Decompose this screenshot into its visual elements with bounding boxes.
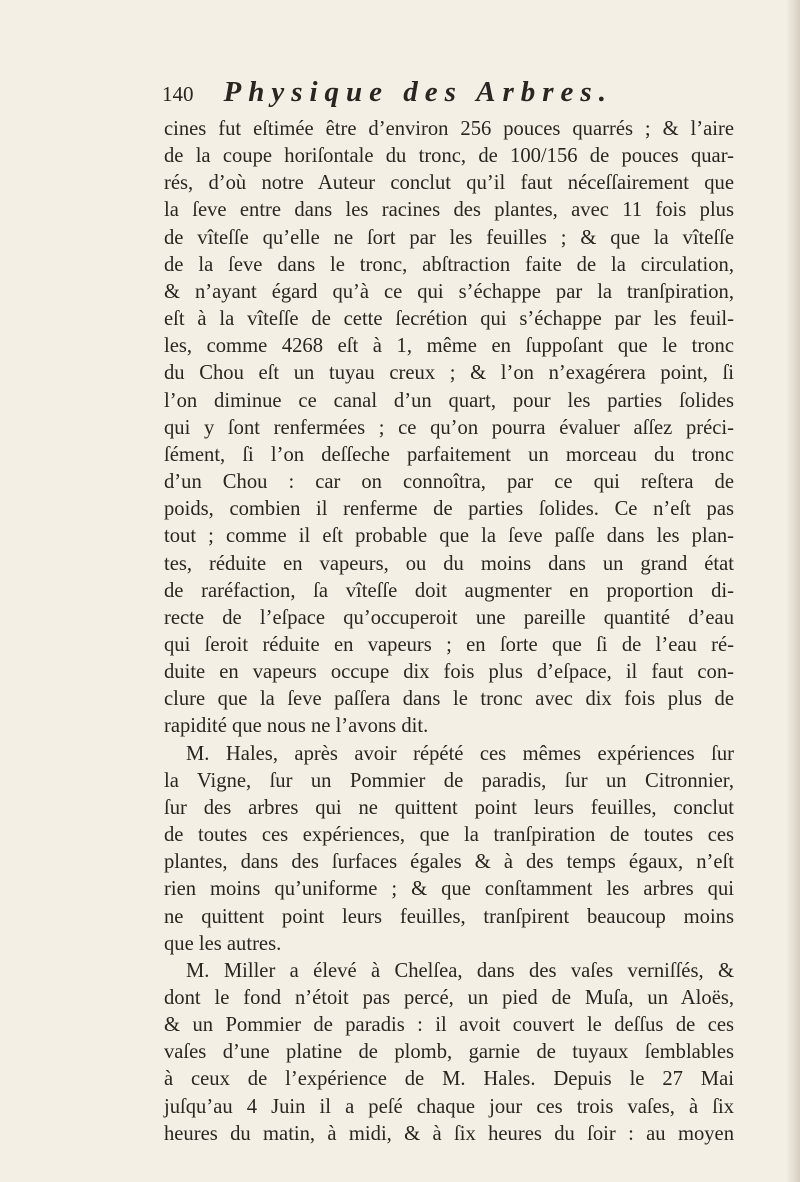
text-line: la Vigne, ſur un Pommier de paradis, ſur un Citronnier, — [164, 769, 734, 792]
text-line: & n’ayant égard qu’à ce qui s’échappe par la tranſpiration, — [164, 280, 734, 303]
text-line: rien moins qu’uniforme ; & que conſtamment les arbres qui — [164, 878, 734, 901]
text-line: dont le fond n’étoit pas percé, un pied de Muſa, un Aloës, — [164, 987, 734, 1009]
text-line: qui ſeroit réduite en vapeurs ; en ſorte que ſi de l’eau ré- — [164, 633, 734, 656]
text-line: de la ſeve dans le tronc, abſtraction faite de la circulation, — [164, 253, 734, 276]
text-line: que les autres. — [164, 932, 282, 955]
text-line: clure que la ſeve paſſera dans le tronc avec dix fois plus de — [164, 688, 734, 711]
text-line: & un Pommier de paradis : il avoit couvert le deſſus de ces — [164, 1014, 734, 1037]
text-line: eſt à la vîteſſe de cette ſecrétion qui s’échappe par les feuil- — [164, 308, 734, 331]
text-line: les, comme 4268 eſt à 1, même en ſuppoſant que le tronc — [164, 335, 734, 358]
text-line: de la coupe horiſontale du tronc, de 100/156 de pouces quar- — [164, 145, 734, 168]
text-line: la ſeve entre dans les racines des plantes, avec 11 fois plus — [164, 199, 734, 222]
text-line: à ceux de l’expérience de M. Hales. Depuis le 27 Mai — [164, 1068, 734, 1091]
text-line: ſément, ſi l’on deſſeche parfaitement un morceau du tronc — [164, 443, 734, 466]
text-line: de toutes ces expériences, que la tranſpiration de toutes ces — [164, 824, 734, 847]
running-title: Physique des Arbres. — [223, 76, 613, 108]
text-line: heures du matin, à midi, & à ſix heures du ſoir : au moyen — [164, 1122, 734, 1145]
text-line: rés, d’où notre Auteur conclut qu’il faut néceſſairement que — [164, 172, 734, 195]
text-line: ne quittent point leurs feuilles, tranſpirent beaucoup moins — [164, 905, 734, 928]
text-line: du Chou eſt un tuyau creux ; & l’on n’exagérera point, ſi — [164, 362, 734, 385]
page-edge-shadow — [786, 0, 800, 1182]
text-line: M. Miller a élevé à Chelſea, dans des vaſes verniſſés, & — [186, 959, 734, 982]
text-line: M. Hales, après avoir répété ces mêmes expériences ſur — [186, 742, 734, 765]
body-text — [164, 116, 734, 1148]
text-line: de vîteſſe qu’elle ne ſort par les feuilles ; & que la vîteſſe — [164, 226, 734, 249]
text-line: tes, réduite en vapeurs, ou du moins dans un grand état — [164, 552, 734, 575]
text-line: duite en vapeurs occupe dix fois plus d’eſpace, il faut con- — [164, 661, 734, 684]
text-line: ſur des arbres qui ne quittent point leurs feuilles, conclut — [164, 796, 734, 819]
text-line: poids, combien il renferme de parties ſolides. Ce n’eſt pas — [164, 498, 734, 521]
text-line: qui y ſont renfermées ; ce qu’on pourra évaluer aſſez préci- — [164, 416, 734, 439]
text-line: rapidité que nous ne l’avons dit. — [164, 715, 429, 738]
text-line: recte de l’eſpace qu’occuperoit une pareille quantité d’eau — [164, 606, 734, 629]
text-line: l’on diminue ce canal d’un quart, pour les parties ſolides — [164, 389, 734, 412]
text-line: juſqu’au 4 Juin il a peſé chaque jour ces trois vaſes, à ſix — [164, 1095, 734, 1118]
text-line: cines fut eſtimée être d’environ 256 pouces quarrés ; & l’aire — [164, 118, 734, 140]
text-line: vaſes d’une platine de plomb, garnie de tuyaux ſemblables — [164, 1041, 734, 1064]
page-header — [162, 76, 722, 112]
text-line: tout ; comme il eſt probable que la ſeve paſſe dans les plan- — [164, 525, 734, 548]
text-line: d’un Chou : car on connoîtra, par ce qui reſtera de — [164, 471, 734, 494]
page-number: 140 — [162, 82, 194, 106]
text-line: plantes, dans des ſurfaces égales & à des temps égaux, n’eſt — [164, 851, 734, 874]
text-line: de raréfaction, ſa vîteſſe doit augmenter en proportion di- — [164, 579, 734, 602]
